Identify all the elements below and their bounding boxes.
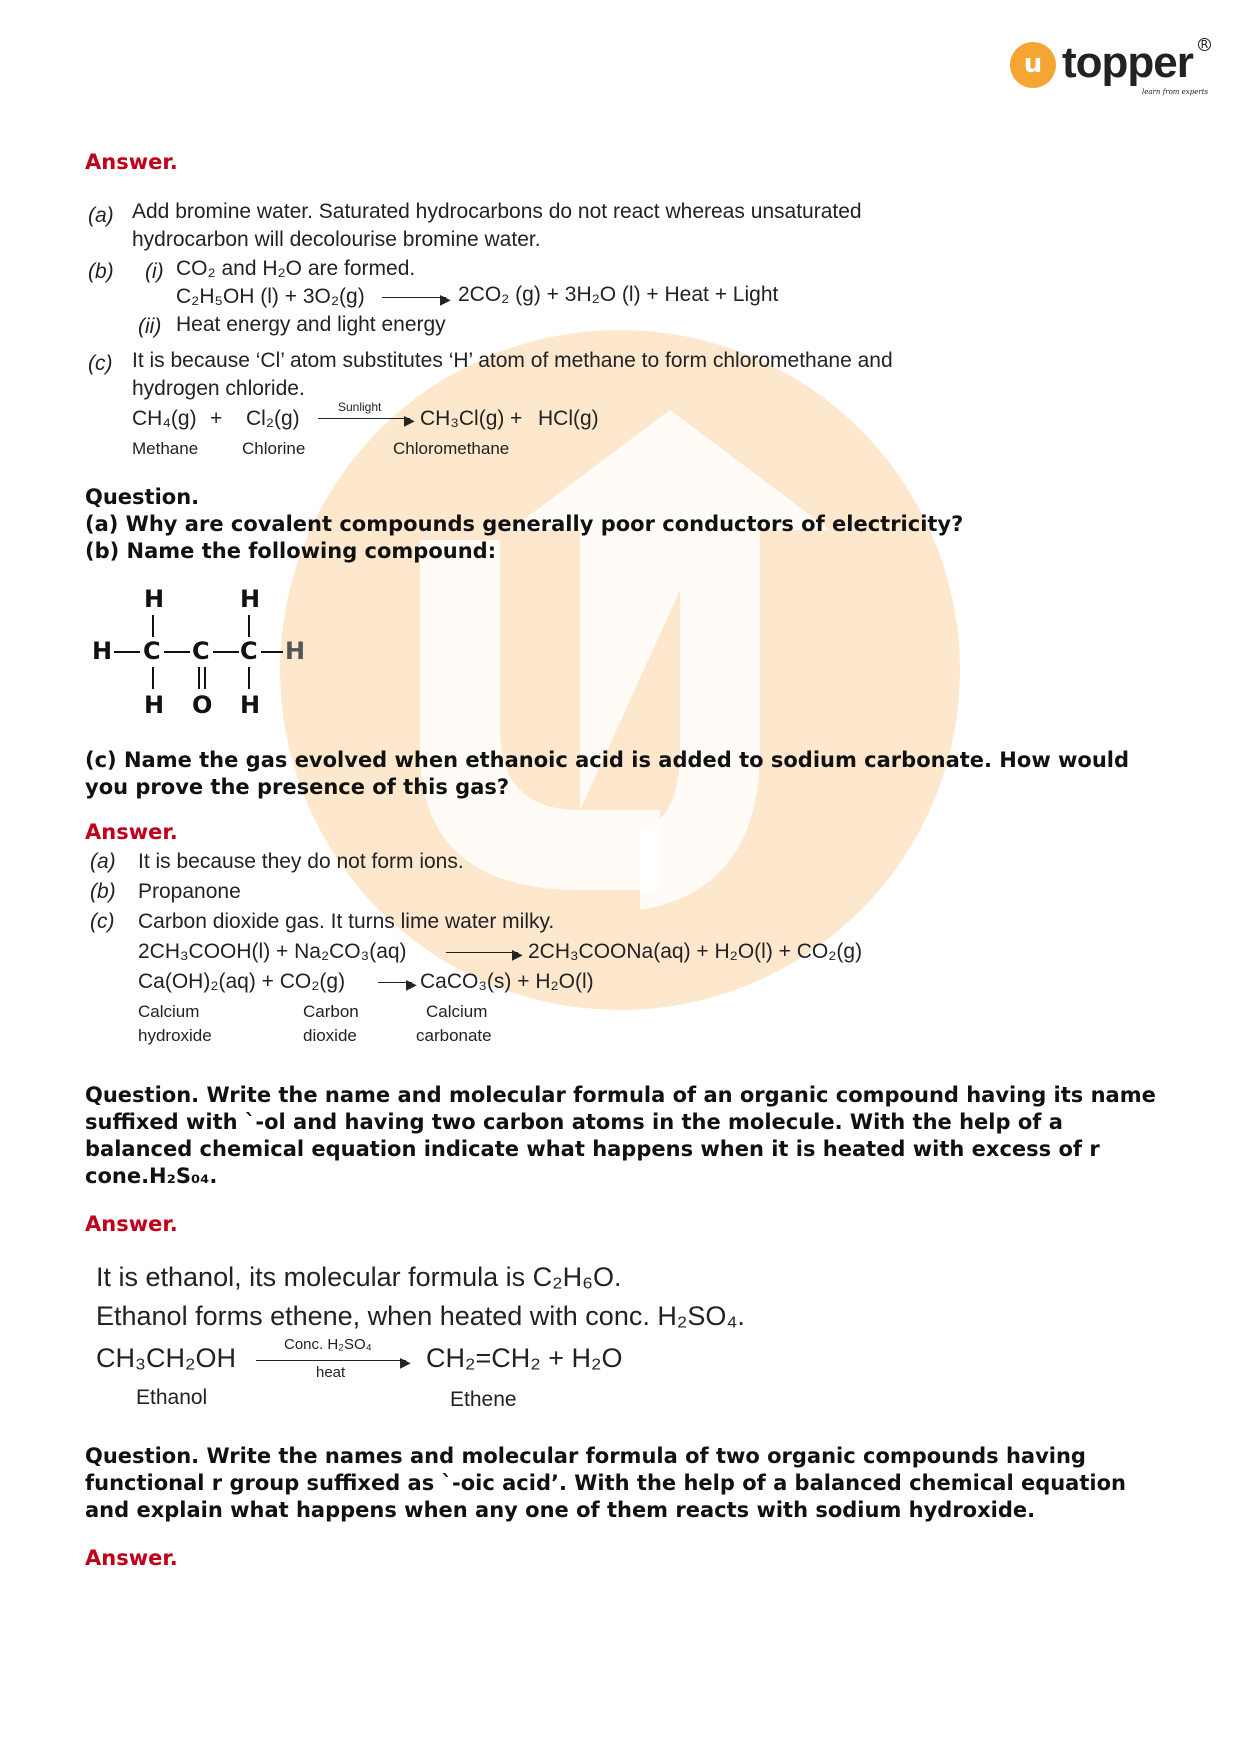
answer1-c-line1: It is because ‘Cl’ atom substitutes ‘H’ atom of methane to form chloromethane and (132, 349, 893, 372)
double-bond (198, 667, 200, 689)
label-c: (c) (88, 352, 113, 375)
answer1-b-eq-left: C₂H₅OH (l) + 3O₂(g) (176, 285, 365, 308)
answer3-line1: It is ethanol, its molecular formula is C₂H₆O. (96, 1262, 622, 1292)
topper-logo (1010, 38, 1210, 108)
atom-h: H (240, 585, 261, 613)
atom-o: O (192, 691, 213, 719)
logo-tagline: learn from experts (1142, 88, 1209, 96)
atom-c: C (192, 637, 210, 665)
label-a: (a) (90, 850, 116, 873)
name-ethene: Ethene (450, 1388, 517, 1411)
atom-h: H (144, 585, 165, 613)
answer3-eq-right: CH₂=CH₂ + H₂O (426, 1343, 623, 1373)
double-bond (204, 667, 206, 689)
atom-h: H (240, 691, 261, 719)
label-b-ii: (ii) (138, 315, 162, 338)
name-calcium-hydroxide-1: Calcium (138, 1002, 200, 1021)
name-calcium-hydroxide-2: hydroxide (138, 1026, 212, 1045)
arrow-head-icon: ▶ (404, 412, 415, 428)
methane-formula: CH₄(g) (132, 407, 197, 430)
question2-b: (b) Name the following compound: (85, 539, 497, 563)
answer-heading-4: Answer. (85, 1546, 178, 1570)
bond (261, 651, 283, 653)
reaction-arrow (446, 952, 518, 953)
answer2-eq1-right: 2CH₃COONa(aq) + H₂O(l) + CO₂(g) (528, 940, 863, 963)
bond (248, 615, 250, 637)
answer2-eq1-left: 2CH₃COOH(l) + Na₂CO₃(aq) (138, 940, 407, 963)
bond (213, 651, 239, 653)
answer1-b-eq-right: 2CO₂ (g) + 3H₂O (l) + Heat + Light (458, 283, 779, 306)
question2-c-line2: you prove the presence of this gas? (85, 775, 510, 799)
label-b: (b) (88, 260, 114, 283)
answer1-c-line2: hydrogen chloride. (132, 377, 305, 400)
arrow-head-icon: ▶ (406, 976, 417, 992)
bond (114, 651, 140, 653)
condition-sunlight: Sunlight (338, 400, 382, 414)
answer-heading-3: Answer. (85, 1212, 178, 1236)
atom-h: H (285, 637, 306, 665)
answer2-c-text: Carbon dioxide gas. It turns lime water milky. (138, 910, 555, 933)
arrow-head-icon: ▶ (512, 946, 523, 962)
answer1-b-ii-text: Heat energy and light energy (176, 313, 446, 336)
question3-line1: Question. Write the name and molecular formula of an organic compound having its name (85, 1083, 1156, 1107)
logo-name: topper (1062, 38, 1193, 87)
question-heading-2: Question. (85, 485, 200, 509)
answer3-eq-left: CH₃CH₂OH (96, 1343, 236, 1373)
answer-heading-2: Answer. (85, 820, 178, 844)
answer2-b-text: Propanone (138, 880, 241, 903)
chloromethane-formula: CH₃Cl(g) (420, 407, 505, 430)
question2-a: (a) Why are covalent compounds generally poor conductors of electricity? (85, 512, 964, 536)
answer-heading-1: Answer. (85, 150, 178, 174)
answer1-a-line2: hydrocarbon will decolourise bromine water. (132, 228, 541, 251)
name-calcium-carbonate-2: carbonate (416, 1026, 492, 1045)
atom-h: H (144, 691, 165, 719)
bond (248, 667, 250, 689)
question3-line4: cone.H₂S₀₄. (85, 1164, 218, 1188)
atom-c: C (143, 637, 161, 665)
question3-line2: suffixed with `-ol and having two carbon atoms in the molecule. With the help of a (85, 1110, 1063, 1134)
propanone-structure (88, 585, 328, 735)
reaction-arrow (256, 1360, 406, 1361)
answer2-a-text: It is because they do not form ions. (138, 850, 464, 873)
name-carbon-dioxide-1: Carbon (303, 1002, 359, 1021)
answer1-b-i-text: CO₂ and H₂O are formed. (176, 257, 416, 280)
answer1-a-line1: Add bromine water. Saturated hydrocarbons do not react whereas unsaturated (132, 200, 862, 223)
bond (152, 667, 154, 689)
chlorine-formula: Cl₂(g) (246, 407, 300, 430)
name-calcium-carbonate-1: Calcium (426, 1002, 488, 1021)
answer2-eq2-left: Ca(OH)₂(aq) + CO₂(g) (138, 970, 346, 993)
answer3-line2: Ethanol forms ethene, when heated with conc. H₂SO₄. (96, 1301, 745, 1331)
question4-line2: functional r group suffixed as `-oic acid’. With the help of a balanced chemical equation (85, 1471, 1126, 1495)
logo-mark-icon: u (1010, 42, 1056, 88)
question4-line1: Question. Write the names and molecular formula of two organic compounds having (85, 1444, 1086, 1468)
condition-conc-h2so4: Conc. H₂SO₄ (284, 1336, 372, 1353)
reaction-arrow (382, 297, 446, 298)
hcl-formula: HCl(g) (538, 407, 599, 430)
label-b: (b) (90, 880, 116, 903)
name-carbon-dioxide-2: dioxide (303, 1026, 357, 1045)
name-methane: Methane (132, 439, 199, 458)
name-ethanol: Ethanol (136, 1386, 208, 1409)
answer2-eq2-right: CaCO₃(s) + H₂O(l) (420, 970, 594, 993)
question4-line3: and explain what happens when any one of them reacts with sodium hydroxide. (85, 1498, 1036, 1522)
bond (164, 651, 190, 653)
arrow-head-icon: ▶ (440, 291, 451, 307)
plus-sign: + (210, 407, 223, 430)
question3-line3: balanced chemical equation indicate what happens when it is heated with excess of r (85, 1137, 1100, 1161)
atom-h: H (92, 637, 113, 665)
name-chlorine: Chlorine (242, 439, 306, 458)
label-a: (a) (88, 204, 114, 227)
name-chloromethane: Chloromethane (393, 439, 510, 458)
atom-c: C (240, 637, 258, 665)
condition-heat: heat (316, 1364, 346, 1381)
bond (152, 615, 154, 637)
label-b-i: (i) (145, 260, 164, 283)
reaction-arrow (318, 418, 410, 419)
question2-c-line1: (c) Name the gas evolved when ethanoic acid is added to sodium carbonate. How would (85, 748, 1130, 772)
registered-mark: R (1198, 38, 1211, 51)
arrow-head-icon: ▶ (400, 1354, 411, 1370)
label-c: (c) (90, 910, 115, 933)
plus-sign: + (510, 407, 523, 430)
